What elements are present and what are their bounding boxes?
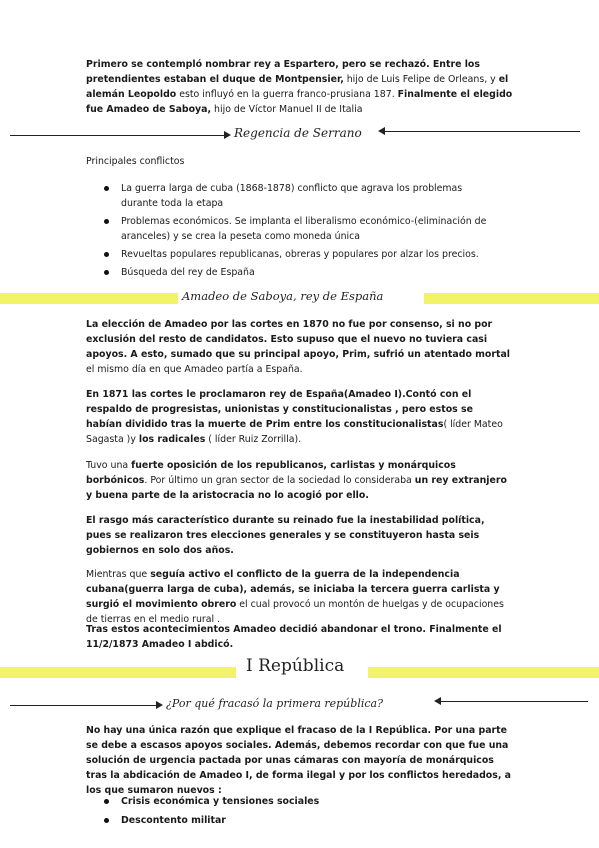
list-item: Crisis económica y tensiones sociales — [121, 794, 481, 809]
intro-paragraph — [86, 57, 516, 117]
left-arrow-line — [10, 135, 226, 136]
republica-causes-list — [121, 794, 481, 828]
intro-text-3: el alemán Leopoldo — [86, 74, 509, 100]
amadeo-paragraph-1: La elección de Amadeo por las cortes en 1870 no fue por consenso, si no por exclusión del resto de candidatos. Esto supuso que el nuevo no tuviera casi apoyos. A esto, sumado que su principal apoyo, Prim, sufrió un atentado mortal el mismo día en que Amadeo partía a España. — [86, 319, 510, 375]
right-arrow-line — [440, 701, 588, 702]
regencia-title: Regencia de Serrano — [234, 126, 362, 140]
amadeo-title: Amadeo de Saboya, rey de España — [182, 289, 384, 303]
intro-text-5: Finalmente el elegido fue Amadeo de Saboya, — [86, 89, 513, 115]
bullet-icon — [104, 186, 109, 191]
left-arrow-line — [10, 705, 158, 706]
right-pointing-arrow-icon — [224, 131, 231, 139]
republica-paragraph-1: No hay una única razón que explique el fracaso de la I República. Por una parte se debe a escasos apoyos sociales. Además, debemos recordar con que fue una solución de urgencia pactada por unas cámaras con mayoría de monárquicos tras la abdicación de Amadeo I, de forma ilegal y por los conflictos heredados, a los que sumaron nuevos : — [86, 725, 511, 796]
intro-text-6: hijo de Víctor Manuel II de Italia — [211, 104, 363, 115]
list-item: La guerra larga de cuba (1868-1878) conflicto que agrava los problemas durante toda la etapa — [121, 181, 491, 211]
list-item: Problemas económicos. Se implanta el liberalismo económico-(eliminación de aranceles) y se crea la peseta como moneda única — [121, 214, 491, 244]
list-item: Descontento militar — [121, 813, 481, 828]
highlight-band-right — [368, 667, 599, 678]
highlight-band-left — [0, 293, 178, 304]
bullet-icon — [104, 799, 109, 804]
bullet-icon — [104, 818, 109, 823]
amadeo-paragraph-3: Tuvo una fuerte oposición de los republicanos, carlistas y monárquicos borbónicos. Por último un gran sector de la sociedad lo consideraba un rey extranjero y buena parte de la aristocracia no lo acogió por ello. — [86, 460, 507, 501]
bullet-icon — [104, 252, 109, 257]
amadeo-paragraph-5: Mientras que seguía activo el conflicto de la guerra de la independencia cubana(guerra larga de cuba), además, se iniciaba la tercera guerra carlista y surgió el movimiento obrero el cual provocó un montón de huelgas y de ocupaciones de tierras en el medio rural . — [86, 569, 504, 625]
list-item: Revueltas populares republicanas, obreras y populares por alzar los precios. — [121, 247, 491, 262]
bullet-icon — [104, 270, 109, 275]
amadeo-paragraph-6: Tras estos acontecimientos Amadeo decidió abandonar el trono. Finalmente el 11/2/1873 Amadeo I abdicó. — [86, 624, 502, 650]
highlight-band-right — [424, 293, 599, 304]
republica-title: I República — [246, 656, 345, 676]
list-item: Búsqueda del rey de España — [121, 265, 491, 280]
right-arrow-line — [384, 131, 580, 132]
intro-text-4: esto influyó en la guerra franco-prusiana 187. — [176, 89, 398, 100]
regencia-subtitle: Principales conflictos — [86, 156, 185, 167]
republica-subtitle: ¿Por qué fracasó la primera república? — [166, 697, 383, 710]
bullet-icon — [104, 219, 109, 224]
highlight-band-left — [0, 667, 236, 678]
amadeo-paragraph-2: En 1871 las cortes le proclamaron rey de España(Amadeo I).Contó con el respaldo de progresistas, unionistas y constitucionalistas , pero estos se habían dividido tras la muerte de Prim entre los constitucionalistas( líder Mateo Sagasta )y los radicales ( líder Ruiz Zorrilla). — [86, 389, 503, 445]
right-pointing-arrow-icon — [156, 701, 163, 709]
amadeo-paragraph-4: El rasgo más característico durante su reinado fue la inestabilidad política, pues se realizaron tres elecciones generales y se constituyeron hasta seis gobiernos en solo dos años. — [86, 515, 485, 556]
regencia-conflicts-list — [121, 181, 491, 280]
intro-text-1: Primero se contempló nombrar rey a Espartero, pero se rechazó. Entre los pretendientes estaban el duque de Montpensier, — [86, 59, 480, 85]
intro-text-2: hijo de Luis Felipe de Orleans, y — [343, 74, 499, 85]
